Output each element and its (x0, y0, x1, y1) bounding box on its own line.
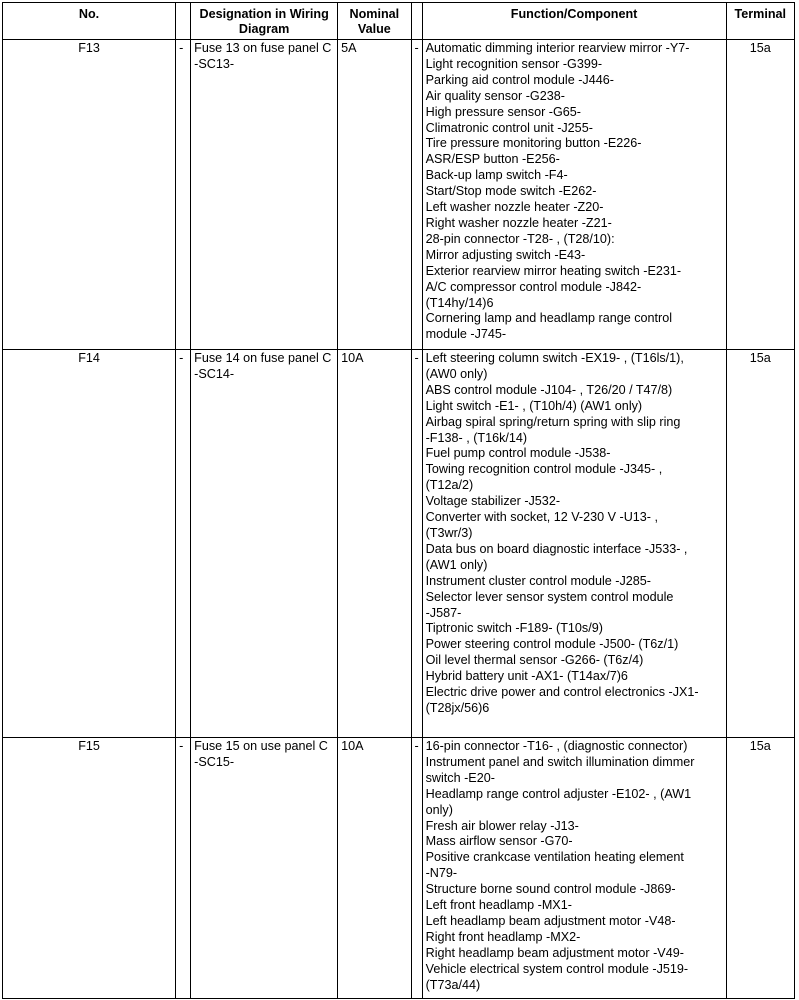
function-item: A/C compressor control module -J842- (425, 279, 642, 294)
function-item: (T14hy/14)6 (425, 295, 494, 310)
header-designation: Designation in Wiring Diagram (191, 3, 338, 40)
function-item: switch -E20- (425, 770, 495, 785)
function-list (422, 40, 726, 350)
function-item: -N79- (425, 866, 458, 881)
function-item: ASR/ESP button -E256- (425, 152, 560, 167)
function-item: ABS control module -J104- , T26/20 / T47/8) (425, 382, 673, 397)
function-item: Right headlamp beam adjustment motor -V49- (425, 945, 684, 960)
function-item: (T3wr/3) (425, 525, 473, 540)
function-item: 16-pin connector -T16- , (diagnostic connector) (425, 739, 688, 753)
function-item: Towing recognition control module -J345- , (425, 462, 663, 477)
function-item: Left steering column switch -EX19- , (T16ls/1), (425, 351, 684, 365)
header-spacer-1 (176, 3, 191, 40)
function-item: Back-up lamp switch -F4- (425, 168, 568, 183)
function-item: -F138- , (T16k/14) (425, 430, 528, 445)
table-row (3, 738, 795, 999)
function-item: Tire pressure monitoring button -E226- (425, 136, 642, 151)
function-item: Oil level thermal sensor -G266- (T6z/4) (425, 653, 644, 668)
function-item: Left front headlamp -MX1- (425, 898, 572, 913)
function-item: Light recognition sensor -G399- (425, 56, 603, 71)
function-list (422, 350, 726, 738)
function-item: High pressure sensor -G65- (425, 104, 581, 119)
function-item: Fuel pump control module -J538- (425, 446, 611, 461)
dash-separator: - (176, 350, 191, 738)
terminal-value: 15a (726, 738, 794, 999)
function-item: Electric drive power and control electronics -JX1- (425, 685, 699, 700)
fuse-number: F13 (3, 40, 176, 350)
dash-separator: - (411, 738, 422, 999)
function-item: only) (425, 802, 453, 817)
function-item: Fresh air blower relay -J13- (425, 818, 579, 833)
nominal-value: 10A (338, 350, 411, 738)
fuse-designation: Fuse 13 on fuse panel C -SC13- (191, 40, 338, 350)
function-item: -J587- (425, 605, 462, 620)
dash-separator: - (411, 350, 422, 738)
header-function: Function/Component (422, 3, 726, 40)
header-nominal: Nominal Value (338, 3, 411, 40)
function-item: Data bus on board diagnostic interface -J533- , (425, 541, 688, 556)
nominal-value: 10A (338, 738, 411, 999)
nominal-value: 5A (338, 40, 411, 350)
function-item: Automatic dimming interior rearview mirror -Y7- (425, 41, 690, 55)
dash-separator: - (176, 738, 191, 999)
terminal-value: 15a (726, 350, 794, 738)
function-item: Air quality sensor -G238- (425, 88, 565, 103)
function-item: 28-pin connector -T28- , (T28/10): (425, 231, 615, 246)
function-item: (T12a/2) (425, 478, 474, 493)
function-item: Left headlamp beam adjustment motor -V48- (425, 913, 676, 928)
function-item: Voltage stabilizer -J532- (425, 494, 561, 509)
function-item: Converter with socket, 12 V-230 V -U13- , (425, 510, 658, 525)
fuse-number: F14 (3, 350, 176, 738)
header-no: No. (3, 3, 176, 40)
function-item: Left washer nozzle heater -Z20- (425, 200, 604, 215)
table-row (3, 40, 795, 350)
header-row (3, 3, 795, 40)
fuse-table (2, 2, 795, 999)
dash-separator: - (176, 40, 191, 350)
fuse-designation: Fuse 14 on fuse panel C -SC14- (191, 350, 338, 738)
function-item: Positive crankcase ventilation heating element (425, 850, 684, 865)
function-item: Mass airflow sensor -G70- (425, 834, 573, 849)
function-list (422, 738, 726, 999)
function-item: Climatronic control unit -J255- (425, 120, 593, 135)
function-item: Hybrid battery unit -AX1- (T14ax/7)6 (425, 669, 628, 684)
function-item: Exterior rearview mirror heating switch -E231- (425, 263, 682, 278)
function-item: Mirror adjusting switch -E43- (425, 247, 586, 262)
function-item: Right washer nozzle heater -Z21- (425, 215, 612, 230)
function-item: Vehicle electrical system control module -J519- (425, 961, 689, 976)
function-item: (AW1 only) (425, 557, 488, 572)
function-item: Selector lever sensor system control module (425, 589, 674, 604)
table-row (3, 350, 795, 738)
function-item: (T28jx/56)6 (425, 700, 490, 715)
function-item: Start/Stop mode switch -E262- (425, 184, 597, 199)
header-spacer-2 (411, 3, 422, 40)
function-item: Instrument cluster control module -J285- (425, 573, 651, 588)
function-item: Power steering control module -J500- (T6z/1) (425, 637, 679, 652)
function-item: Airbag spiral spring/return spring with slip ring (425, 414, 681, 429)
function-item: Tiptronic switch -F189- (T10s/9) (425, 621, 603, 636)
function-item: (T73a/44) (425, 977, 481, 992)
function-item: (AW0 only) (425, 366, 488, 381)
dash-separator: - (411, 40, 422, 350)
function-item: Light switch -E1- , (T10h/4) (AW1 only) (425, 398, 643, 413)
function-item: Structure borne sound control module -J869- (425, 882, 676, 897)
terminal-value: 15a (726, 40, 794, 350)
function-item: Right front headlamp -MX2- (425, 929, 581, 944)
function-item: Instrument panel and switch illumination dimmer (425, 754, 695, 769)
function-item: Cornering lamp and headlamp range control (425, 311, 673, 326)
function-item: module -J745- (425, 327, 507, 342)
function-item: Parking aid control module -J446- (425, 72, 614, 87)
fuse-number: F15 (3, 738, 176, 999)
function-item: Headlamp range control adjuster -E102- , (AW1 (425, 786, 692, 801)
header-terminal: Terminal (726, 3, 794, 40)
fuse-designation: Fuse 15 on use panel C -SC15- (191, 738, 338, 999)
